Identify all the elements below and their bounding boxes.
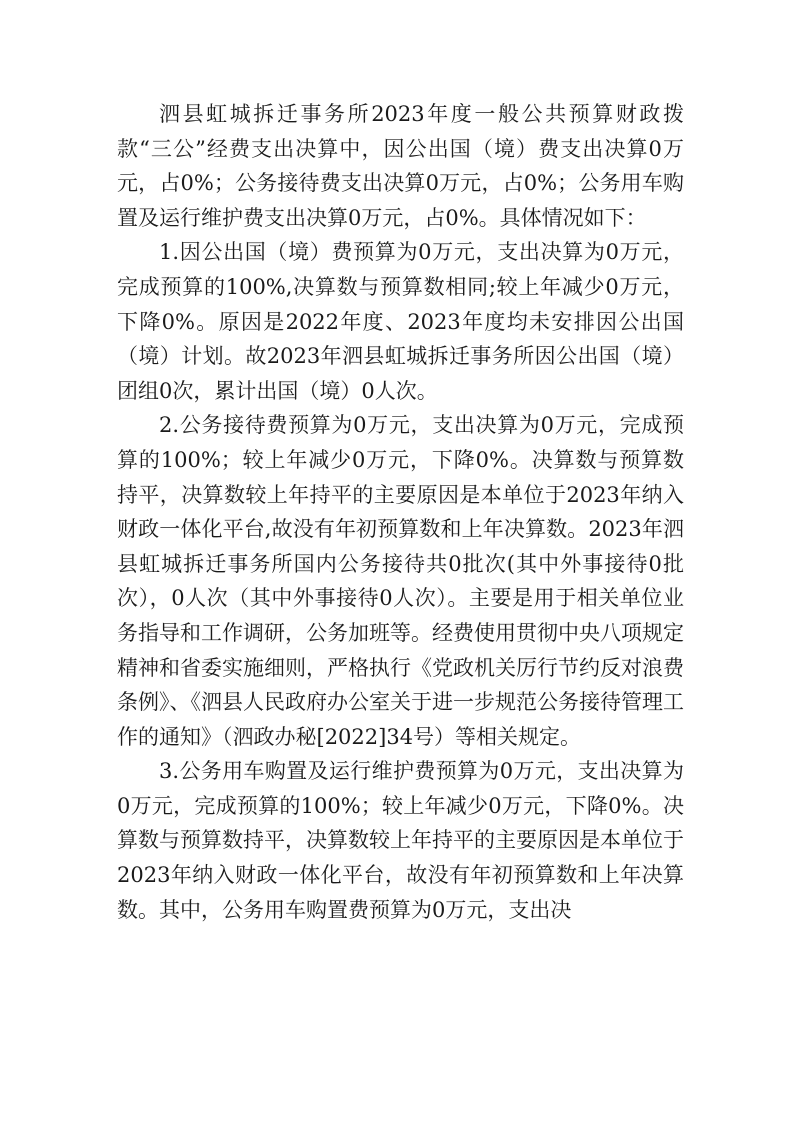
document-page <box>117 97 684 927</box>
official-reception-paragraph: 2.公务接待费预算为0万元，支出决算为0万元，完成预算的100%；较上年减少0万元，下降0%。决算数与预算数持平，决算数较上年持平的主要原因是本单位于2023年纳入财政一体化平台,故没有年初预算数和上年决算数。2023年泗县虹城拆迁事务所国内公务接待共0批次(其中外事接待0批次），0人次（其中外事接待0人次）。主要是用于相关单位业务指导和工作调研，公务加班等。经费使用贯彻中央八项规定精神和省委实施细则，严格执行《党政机关厉行节约反对浪费条例》、《泗县人民政府办公室关于进一步规范公务接待管理工作的通知》（泗政办秘[2022]34号）等相关规定。 <box>117 413 684 749</box>
official-vehicle-paragraph: 3.公务用车购置及运行维护费预算为0万元，支出决算为0万元，完成预算的100%；较上年减少0万元，下降0%。决算数与预算数持平，决算数较上年持平的主要原因是本单位于2023年纳入财政一体化平台，故没有年初预算数和上年决算数。其中，公务用车购置费预算为0万元，支出决 <box>117 759 684 922</box>
summary-paragraph: 泗县虹城拆迁事务所2023年度一般公共预算财政拨款“三公”经费支出决算中，因公出国（境）费支出决算0万元，占0%；公务接待费支出决算0万元，占0%；公务用车购置及运行维护费支出决算0万元，占0%。具体情况如下： <box>117 102 684 230</box>
overseas-travel-paragraph: 1.因公出国（境）费预算为0万元，支出决算为0万元，完成预算的100%,决算数与预算数相同;较上年减少0万元，下降0%。原因是2022年度、2023年度均未安排因公出国（境）计划。故2023年泗县虹城拆迁事务所因公出国（境）团组0次，累计出国（境）0人次。 <box>117 240 684 403</box>
